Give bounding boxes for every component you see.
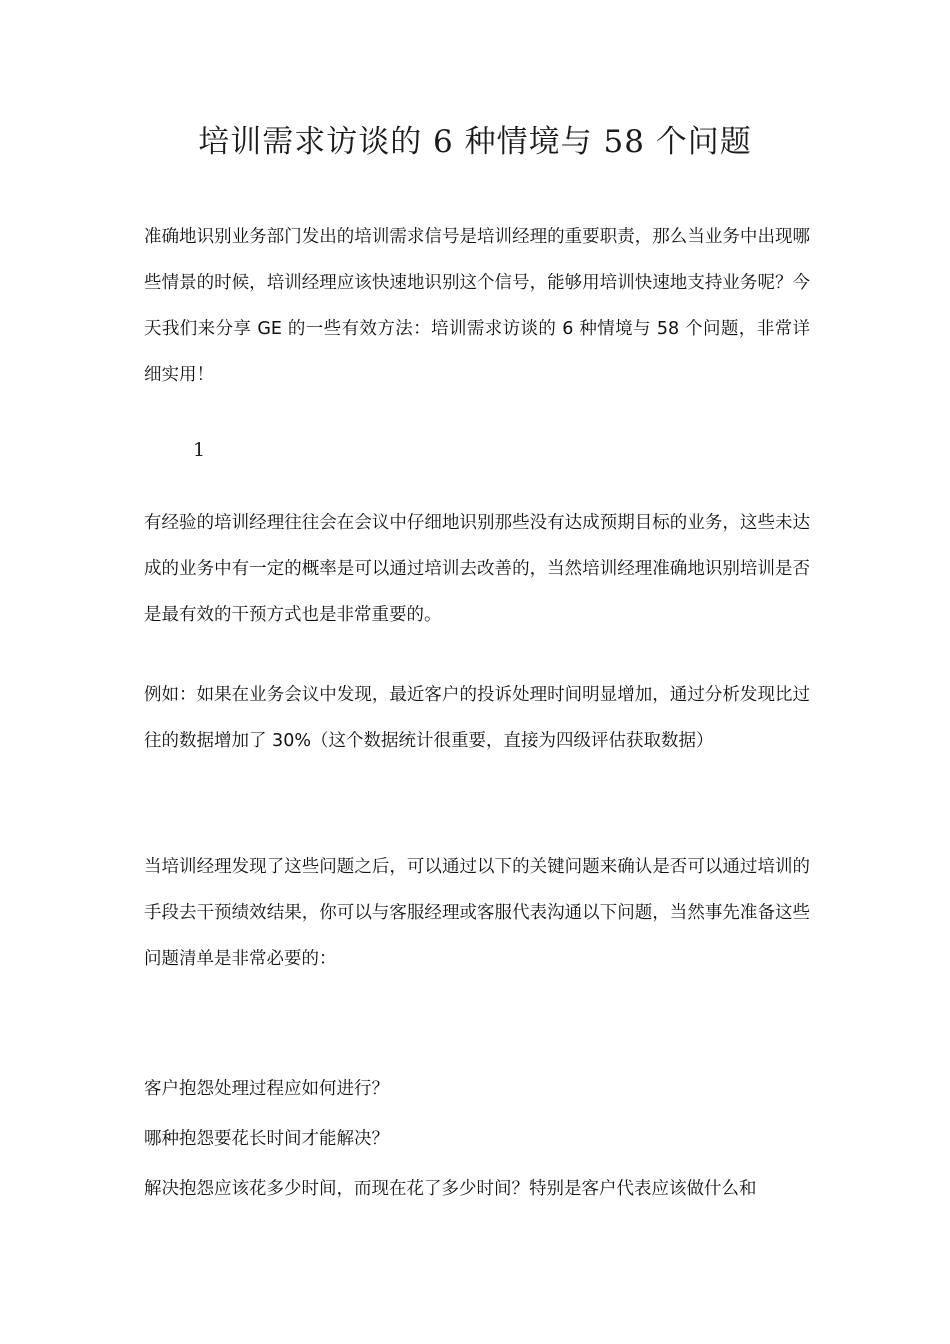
question-item: 客户抱怨处理过程应如何进行？ [144, 1079, 389, 1099]
paragraph-3: 当培训经理发现了这些问题之后，可以通过以下的关键问题来确认是否可以通过培训的手段去干预绩效结果，你可以与客服经理或客服代表沟通以下问题，当然事先准备这些问题清单是非常必要的： [144, 857, 810, 969]
paragraph-2: 例如：如果在业务会议中发现，最近客户的投诉处理时间明显增加，通过分析发现比过往的数据增加了 30%（这个数据统计很重要，直接为四级评估获取数据） [144, 685, 810, 751]
document-title: 培训需求访谈的 6 种情境与 58 个问题 [198, 124, 752, 160]
question-item: 解决抱怨应该花多少时间，而现在花了多少时间？特别是客户代表应该做什么和 [144, 1179, 757, 1199]
intro-paragraph: 准确地识别业务部门发出的培训需求信号是培训经理的重要职责，那么当业务中出现哪些情景的时候，培训经理应该快速地识别这个信号，能够用培训快速地支持业务呢？今天我们来分享 GE 的一些有效方法：培训需求访谈的 6 种情境与 58 个问题，非常详细实用！ [144, 227, 810, 385]
section-number: 1 [193, 439, 206, 461]
question-item: 哪种抱怨要花长时间才能解决？ [144, 1129, 389, 1149]
paragraph-1: 有经验的培训经理往往会在会议中仔细地识别那些没有达成预期目标的业务，这些未达成的业务中有一定的概率是可以通过培训去改善的，当然培训经理准确地识别培训是否是最有效的干预方式也是非常重要的。 [144, 513, 810, 625]
